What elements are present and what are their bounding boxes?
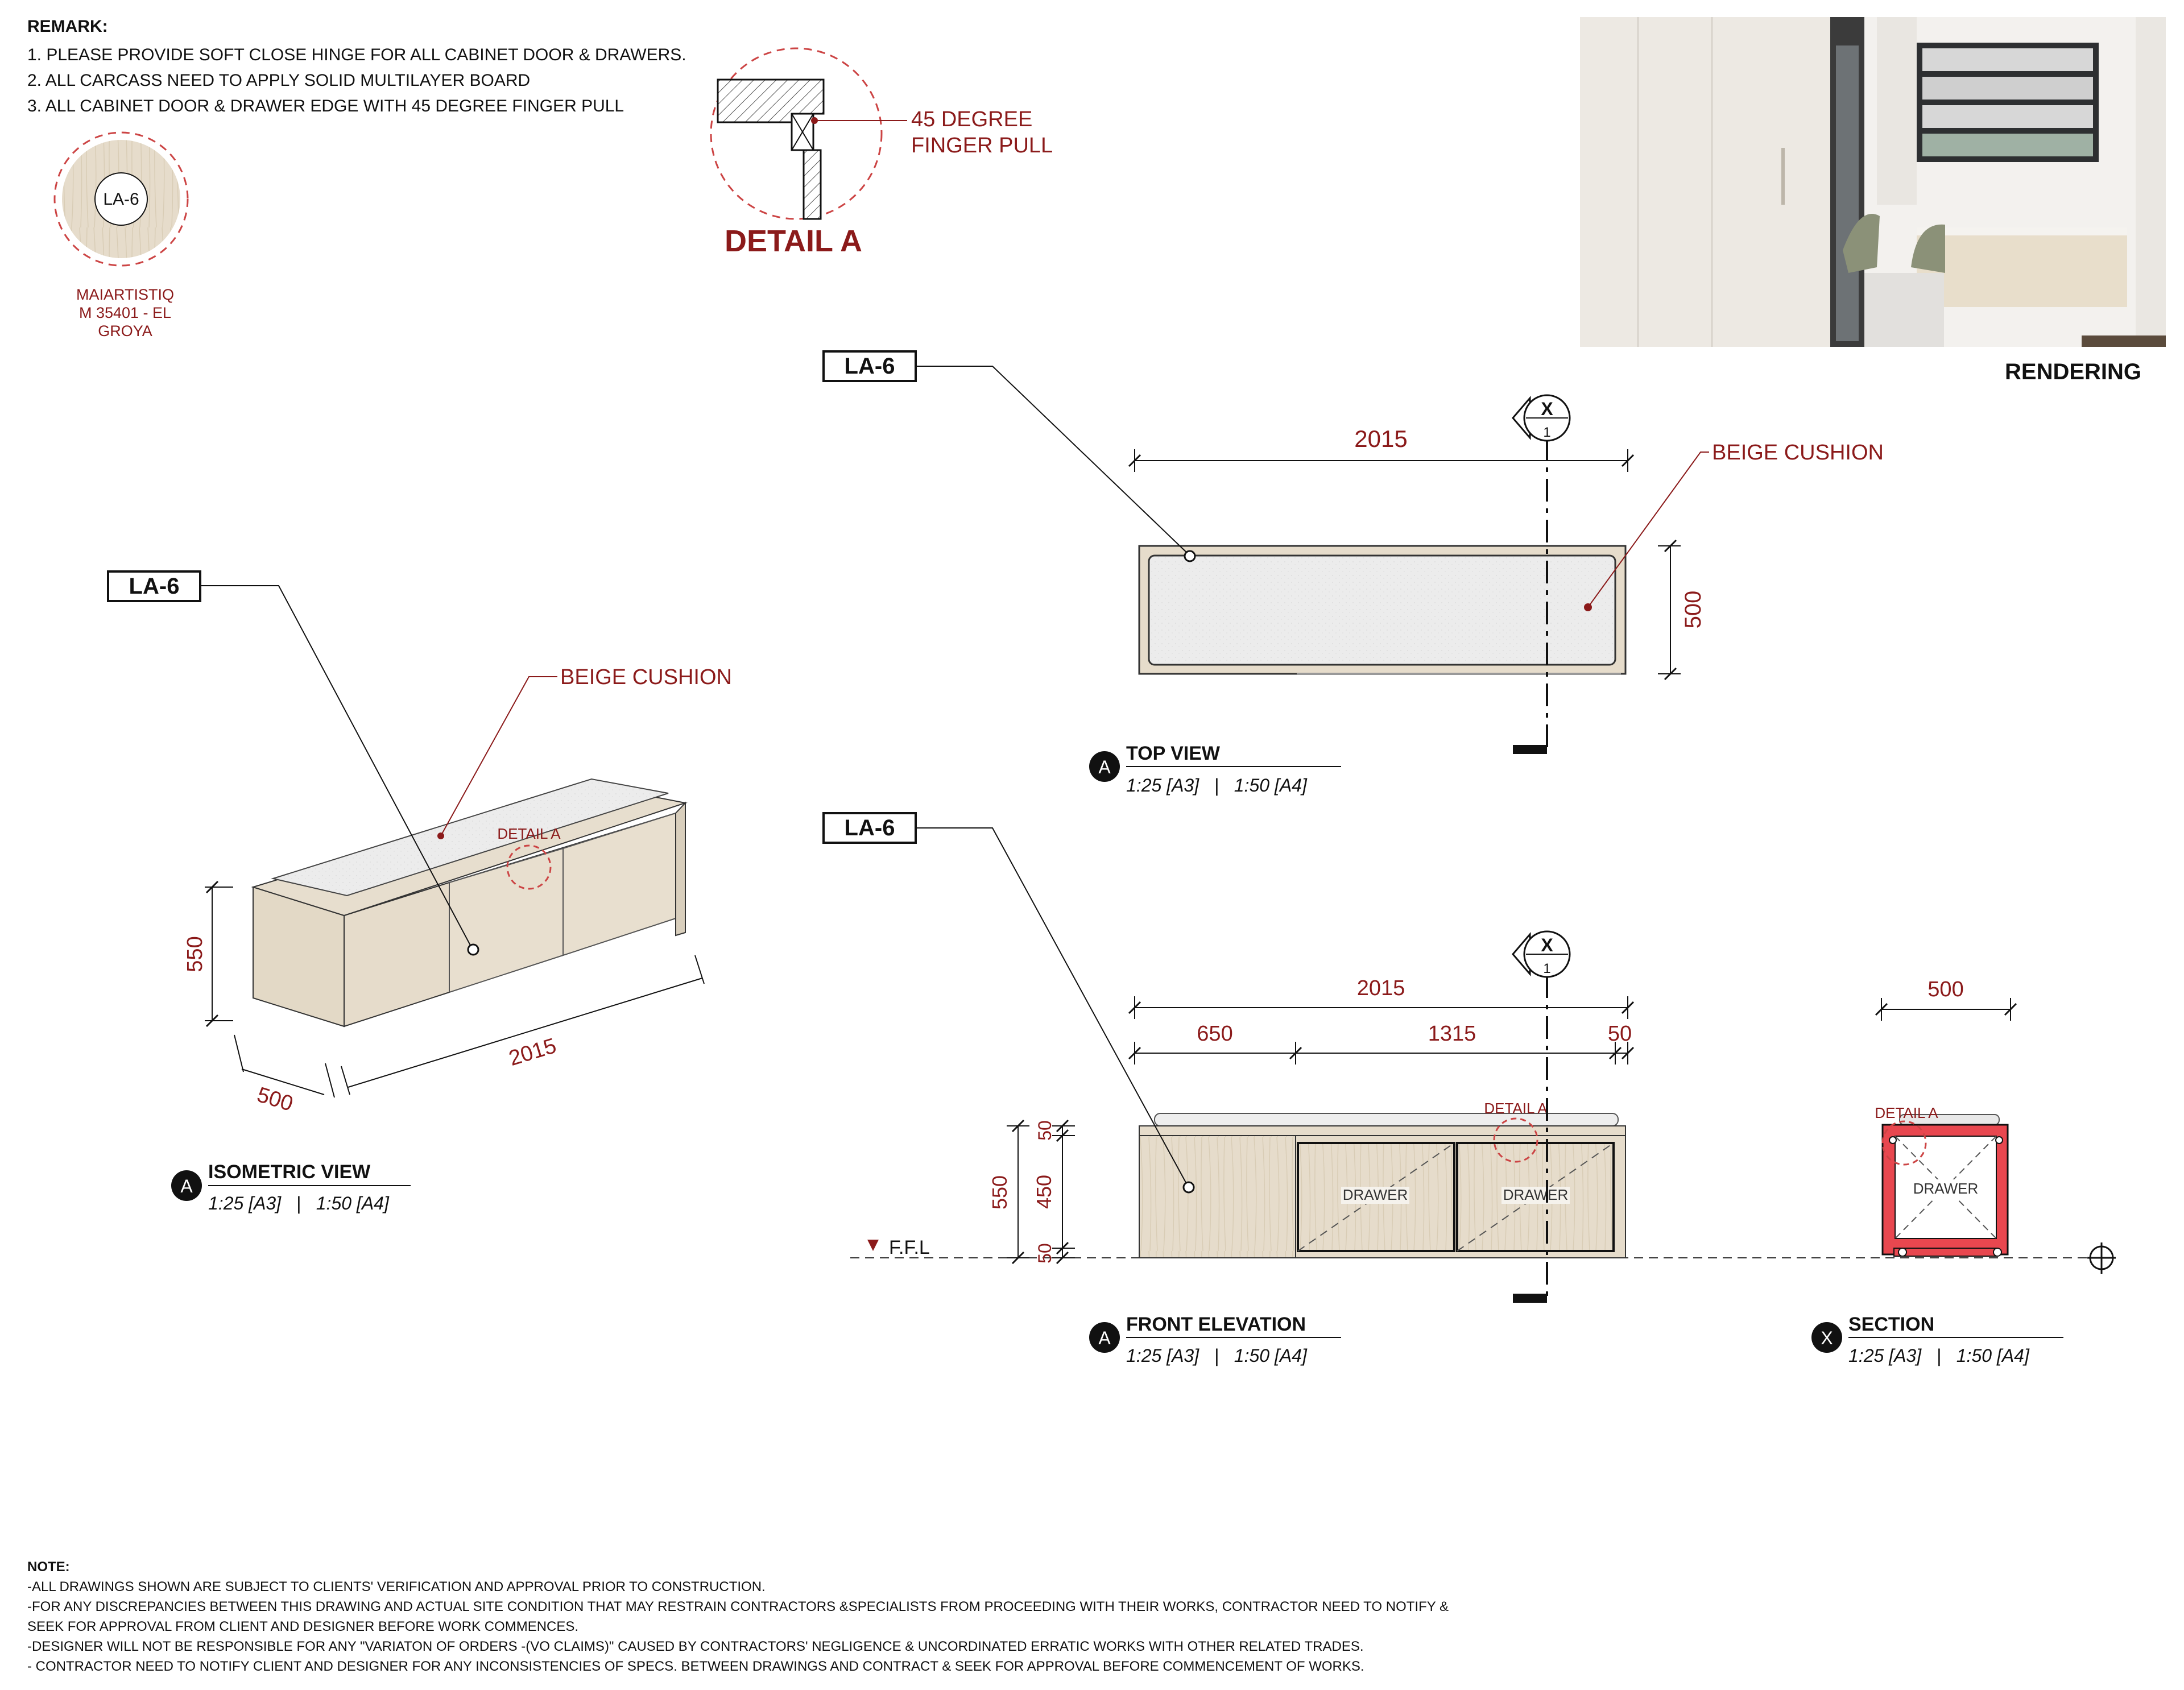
drawer-label: DRAWER [1342,1186,1408,1203]
front-section-letter: X [1541,935,1553,955]
section-marker: X [1821,1328,1833,1348]
front-dim-drawer: 450 [1032,1174,1056,1209]
top-section-number: 1 [1543,425,1551,440]
note-item: -DESIGNER WILL NOT BE RESPONSIBLE FOR ANY "VARIATON OF ORDERS -(VO CLAIMS)" CAUSED BY CONTRACTORS' NEGLIGENCE & UNCORDINATED ERRATIC WORKS WITH OTHER RELATED TRADES. [27,1639,1364,1654]
front-scale: 1:25 [A3] | 1:50 [A4] [1126,1345,1307,1366]
isometric-view [108,571,732,1213]
front-dim-mid: 1315 [1428,1022,1476,1046]
notes-title: NOTE: [27,1559,70,1575]
iso-cushion-label: BEIGE CUSHION [560,665,732,689]
front-dim-right: 50 [1607,1022,1632,1046]
iso-dim-depth: 500 [254,1083,296,1116]
section-title: SECTION [1848,1314,1935,1335]
detail-a-callout-line: FINGER PULL [911,134,1053,158]
top-title: TOP VIEW [1126,743,1221,764]
drawer-label: DRAWER [1503,1186,1569,1203]
section-dim-depth: 500 [1927,977,1964,1001]
detail-a [711,48,1053,258]
front-title: FRONT ELEVATION [1126,1314,1306,1335]
note-item: -ALL DRAWINGS SHOWN ARE SUBJECT TO CLIENTS' VERIFICATION AND APPROVAL PRIOR TO CONSTRUCTION. [27,1579,766,1594]
iso-detail-label: DETAIL A [497,825,561,842]
section-drawer-label: DRAWER [1913,1180,1979,1197]
note-item: SEEK FOR APPROVAL FROM CLIENT AND DESIGNER BEFORE WORK COMMENCES. [27,1619,579,1634]
material-name-line: GROYA [98,322,152,339]
material-swatch [55,132,188,266]
remark-title: REMARK: [27,17,108,36]
front-dim-total: 2015 [1356,976,1405,1000]
front-dim-height: 550 [988,1175,1011,1210]
ffl-label: F.F.L [889,1237,930,1258]
front-dim-left: 650 [1197,1022,1233,1046]
iso-marker: A [180,1176,193,1196]
top-marker: A [1098,757,1111,777]
iso-tag: LA-6 [129,574,180,599]
front-dim-base: 50 [1035,1243,1055,1264]
material-name-line: M 35401 - EL [78,304,172,321]
front-elevation [824,813,2116,1366]
top-section-letter: X [1541,399,1553,419]
front-marker: A [1098,1328,1111,1348]
iso-dim-length: 2015 [506,1034,560,1071]
detail-a-title: DETAIL A [725,224,862,258]
section-view [1811,977,2116,1366]
top-view [824,351,1884,796]
iso-scale: 1:25 [A3] | 1:50 [A4] [208,1193,389,1213]
front-tag: LA-6 [844,815,895,840]
notes-block [27,1557,1449,1676]
front-section-number: 1 [1543,961,1551,976]
remark-item: 1. PLEASE PROVIDE SOFT CLOSE HINGE FOR ALL CABINET DOOR & DRAWERS. [27,45,686,64]
top-cushion-label: BEIGE CUSHION [1712,441,1884,465]
front-detail-label: DETAIL A [1484,1100,1548,1117]
material-code: LA-6 [103,190,139,209]
front-dim-top: 50 [1035,1120,1055,1141]
rendering-label: RENDERING [2005,359,2142,384]
detail-a-callout-line: 45 DEGREE [911,107,1033,131]
remark-item: 2. ALL CARCASS NEED TO APPLY SOLID MULTILAYER BOARD [27,71,531,90]
note-item: - CONTRACTOR NEED TO NOTIFY CLIENT AND DESIGNER FOR ANY INCONSISTENCIES OF SPECS. BETWEEN DRAWINGS AND CONTRACT & SEEK FOR APPROVAL BEFORE COMMENCEMENT OF WORKS. [27,1659,1364,1674]
top-dim-depth: 500 [1681,590,1706,629]
iso-title: ISOMETRIC VIEW [208,1161,371,1183]
top-dim-width: 2015 [1354,425,1408,452]
section-detail-label: DETAIL A [1875,1104,1938,1121]
note-item: -FOR ANY DISCREPANCIES BETWEEN THIS DRAWING AND ACTUAL SITE CONDITION THAT MAY RESTRAIN CONTRACTORS &SPECIALISTS FROM PROCEEDING WITH THEIR WORKS, CONTRACTOR NEED TO NOTIFY & [27,1599,1449,1614]
remark-item: 3. ALL CABINET DOOR & DRAWER EDGE WITH 45 DEGREE FINGER PULL [27,97,624,115]
iso-dim-height: 550 [183,936,207,972]
top-tag: LA-6 [844,354,895,379]
material-name-line: MAIARTISTIQ [76,286,175,303]
section-scale: 1:25 [A3] | 1:50 [A4] [1848,1345,2029,1366]
rendering-image [1580,17,2166,347]
top-scale: 1:25 [A3] | 1:50 [A4] [1126,775,1307,796]
